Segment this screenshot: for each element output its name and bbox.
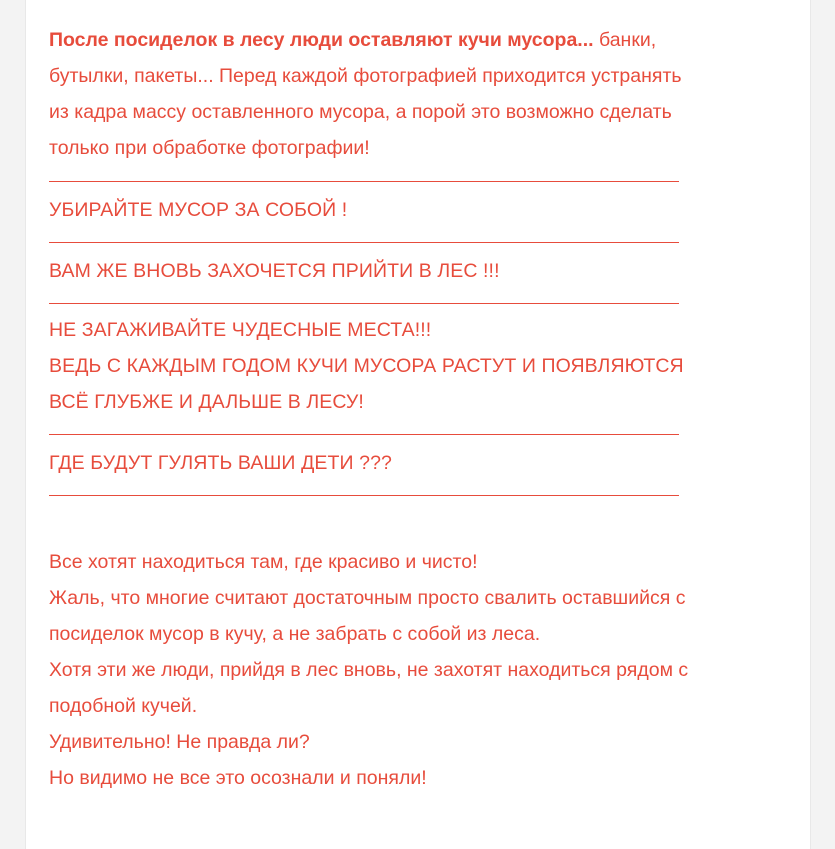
divider-line: [49, 303, 679, 304]
intro-line-3: из кадра массу оставленного мусора, а порой это возможно сделать: [49, 101, 672, 123]
divider-line: [49, 181, 679, 182]
divider-line: [49, 242, 679, 243]
intro-bold-text: После посиделок в лесу люди оставляют кучи мусора...: [49, 29, 594, 51]
slogan-deeper-forest: ВСЁ ГЛУБЖЕ И ДАЛЬШЕ В ЛЕСУ!: [49, 391, 364, 413]
intro-line-2: бутылки, пакеты... Перед каждой фотографией приходится устранять: [49, 65, 682, 87]
slogan-piles-grow: ВЕДЬ С КАЖДЫМ ГОДОМ КУЧИ МУСОРА РАСТУТ И ПОЯВЛЯЮТСЯ: [49, 355, 684, 377]
article-card: [25, 0, 811, 849]
closing-line-2: Жаль, что многие считают достаточным просто свалить оставшийся с: [49, 587, 686, 609]
closing-line-3: посиделок мусор в кучу, а не забрать с собой из леса.: [49, 623, 541, 645]
closing-line-5: подобной кучей.: [49, 695, 198, 717]
article-body: [49, 22, 789, 796]
spacer: [49, 496, 789, 544]
closing-line-7: Но видимо не все это осознали и поняли!: [49, 767, 427, 789]
slogan-block: [49, 312, 789, 420]
slogan-clean-up: УБИРАЙТЕ МУСОР ЗА СОБОЙ !: [49, 199, 348, 221]
closing-paragraph: [49, 544, 789, 796]
slogan-dont-litter: НЕ ЗАГАЖИВАЙТЕ ЧУДЕСНЫЕ МЕСТА!!!: [49, 319, 432, 341]
intro-line-4: только при обработке фотографии!: [49, 137, 370, 159]
closing-line-4: Хотя эти же люди, прийдя в лес вновь, не захотят находиться рядом с: [49, 659, 689, 681]
intro-line-1: [49, 22, 789, 58]
intro-text-continued: банки,: [593, 29, 657, 51]
closing-line-6: Удивительно! Не правда ли?: [49, 731, 310, 753]
intro-paragraph: [49, 22, 789, 166]
closing-line-1: Все хотят находиться там, где красиво и чисто!: [49, 551, 478, 573]
slogan-children: ГДЕ БУДУТ ГУЛЯТЬ ВАШИ ДЕТИ ???: [49, 452, 392, 474]
divider-line: [49, 434, 679, 435]
slogan-come-back: ВАМ ЖЕ ВНОВЬ ЗАХОЧЕТСЯ ПРИЙТИ В ЛЕС !!!: [49, 260, 500, 282]
